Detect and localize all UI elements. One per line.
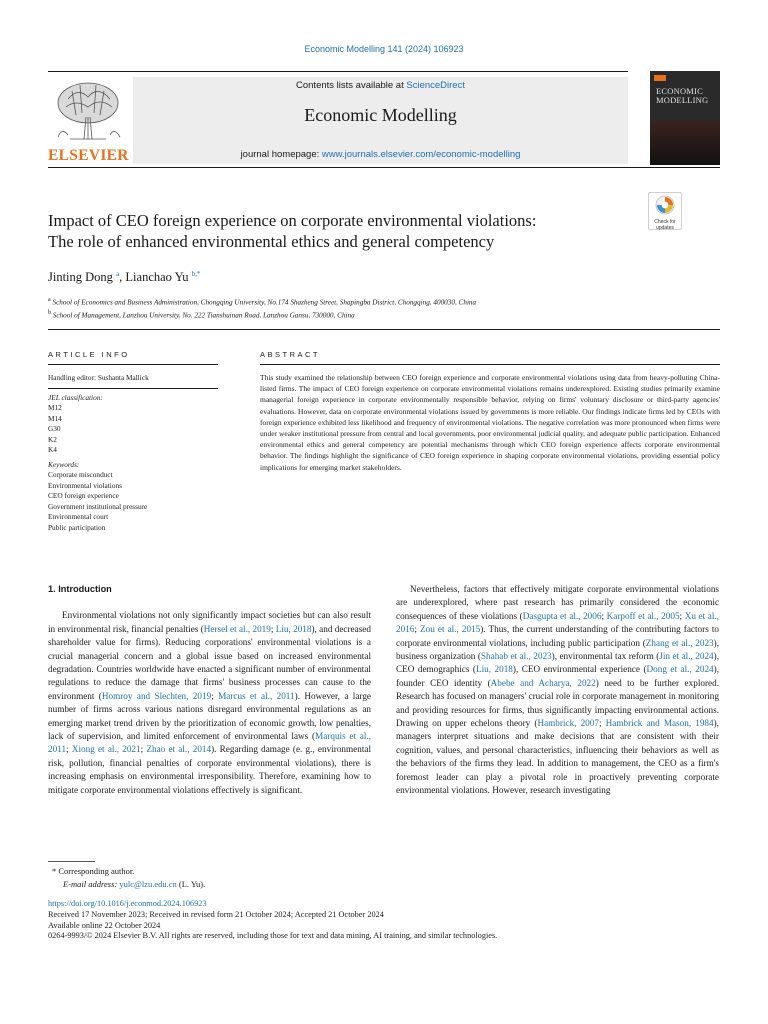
masthead-bottom-rule [48, 167, 720, 168]
publisher-name: ELSEVIER [48, 147, 129, 164]
journal-masthead [48, 71, 720, 167]
paragraph-text: ; [270, 623, 276, 634]
article-info-panel [48, 364, 218, 533]
author-affiliation-marker[interactable]: b,* [191, 270, 201, 278]
paragraph [396, 583, 719, 798]
citation-link[interactable]: Zou et al., 2015 [420, 624, 481, 635]
cover-title [656, 87, 708, 104]
paragraph-text: ), business organization ( [396, 637, 720, 662]
affiliation-marker: b [48, 310, 51, 317]
paragraph-text: ), managers interpret situations and make decisions that are consistent with their cognition, values, and personal characteristics, influencing their behaviors as well as the behaviors of the firms they lead. In addition to management, the CEO as a firm's foremost leader can play a pivotal role in proactively preventing corporate environmental violations. However, research investigating [396, 718, 719, 796]
email-suffix: (L. Yu). [176, 878, 206, 889]
section-heading-introduction: 1. Introduction [48, 584, 112, 594]
citation-link[interactable]: Xu et al., 2016 [396, 610, 719, 635]
paragraph-text: ), environmental tax reform ( [551, 651, 660, 662]
paragraph-text: ; [601, 610, 607, 621]
email-link[interactable]: yulc@lzu.edu.cn [119, 878, 177, 889]
masthead-top-rule [48, 71, 628, 72]
paragraph-text: ), CEO demographics ( [396, 651, 720, 675]
paragraph-text: ). However, a large number of firms across various nations disregard environmental regulations as an emerging market trend driven by the prioritization of economic growth, low penalties, lack of supervision, and limited enforcement of environmental laws ( [48, 690, 371, 742]
journal-title: Economic Modelling [304, 105, 457, 125]
jel-code: K2 [48, 434, 57, 444]
paragraph-text: ). Thus, the current understanding of the contributing factors to corporate environmental violations, including public participation ( [396, 624, 719, 648]
article-info-heading: ARTICLE INFO [48, 350, 130, 359]
body-column-left [48, 583, 371, 797]
homepage-prefix: journal homepage: [240, 149, 322, 160]
footnote-marker: * [52, 866, 57, 876]
masthead-banner [133, 77, 628, 164]
citation-link[interactable]: Hersel et al., 2019 [203, 623, 271, 634]
affiliation-text: School of Economics and Business Administration, Chongqing University, No.174 Shazheng Street, Shapingba District, Chongqing, 400030, China [52, 298, 477, 307]
affiliation-text: School of Management, Lanzhou University, No. 222 Tianshuinan Road, Lanzhou Gansu, 730000, China [52, 311, 355, 320]
journal-reference[interactable]: Economic Modelling 141 (2024) 106923 [304, 44, 464, 54]
contents-prefix: Contents lists available at [296, 80, 407, 91]
handling-editor: Handling editor: Sushanta Mallick [48, 373, 149, 382]
copyright: 0264-9993/© 2024 Elsevier B.V. All rights are reserved, including those for text and data mining, AI training, and similar technologies. [48, 931, 498, 941]
cover-title-line-1: ECONOMIC [656, 86, 703, 96]
journal-cover-image[interactable] [650, 71, 720, 165]
email-label: E-mail address: [63, 878, 118, 889]
doi-link[interactable]: https://doi.org/10.1016/j.econmod.2024.106923 [48, 899, 207, 908]
citation-link[interactable]: Dasgupta et al., 2006 [522, 610, 602, 621]
paragraph-text: ), CEO environmental experience ( [512, 664, 647, 675]
paragraph-text: ; [140, 744, 147, 755]
sciencedirect-link[interactable]: ScienceDirect [406, 80, 465, 91]
author-list [48, 270, 200, 285]
paragraph-text: ). Regarding damage (e. g., environmental risk, pollution, financial penalties of corporate environmental violations), there is increasing emphasis on environmental irresponsibility. Therefore, examining how to mitigate corporate environmental violations effectively is significant. [48, 744, 372, 795]
jel-code: G30 [48, 424, 61, 433]
abstract-rule [260, 364, 720, 365]
keyword: Public participation [48, 522, 106, 532]
abstract-text: This study examined the relationship between CEO foreign experience and corporate environmental violations using data from heavy-polluting China-listed firms. The impact of CEO foreign experience on corporate environmental violations remains underexplored. Existing studies primarily examine managerial foreign experience in corporate environmentally responsible behavior, relying on firms' voluntary disclosure or third-party agencies' evaluations. However, data on corporate environmental violations issued by governments is more reliable. Our findings indicate firms led by CEOs with foreign experience exhibited less likelihood and frequency of environmental violations. The negative correlation was more pronounced when firms were under weaker institutional pressure from central and local governments, poor environmental judicial quality, and adequate public participation. Enhanced environmental ethics and general competency are potential mechanisms through which CEO foreign experience affects corporate environmental behavior. The findings highlight the significance of CEO foreign experience in shaping corporate environmental violations, providing essential policy implications for emerging market stakeholders. [260, 373, 720, 472]
received-dates: Received 17 November 2023; Received in revised form 21 October 2024; Accepted 21 October 2024 [48, 909, 384, 919]
affiliation-item [48, 295, 720, 308]
citation-link[interactable]: Hambrick, 2007 [537, 718, 599, 729]
cover-brand-band [654, 75, 666, 81]
article-title-line-1: Impact of CEO foreign experience on corporate environmental violations: [48, 211, 537, 230]
paragraph-text: ; [598, 718, 606, 729]
paragraph-text: ), and decreased shareholder value for firms). Reducing corporations' environmental violations is a crucial managerial concern and a global issue based on increased environmental degradation. Countries worldwide have enacted a significant number of environmental regulations to reduce the damage that firms' business processes can cause to the environment ( [48, 623, 371, 701]
email-note [52, 878, 205, 891]
contents-line [133, 80, 628, 91]
citation-link[interactable]: Dong et al., 2024 [646, 664, 714, 675]
paragraph-text: ; [66, 744, 72, 755]
citation-link[interactable]: Liu, 2018 [475, 664, 513, 675]
article-title-line-2: The role of enhanced environmental ethics and general competency [48, 232, 495, 251]
footnote-divider [48, 861, 95, 862]
corresponding-author-text: Corresponding author. [58, 866, 135, 876]
paragraph-text: ; [414, 624, 420, 635]
paragraph-text: ) need to be further explored. Research has focused on managers' crucial role in corporate management in monitoring and providing resources for firms, thus significantly impacting environmental actions. Drawing on upper echelons theory ( [396, 677, 719, 729]
citation-link[interactable]: Marquis et al., 2011 [48, 731, 371, 755]
check-updates-icon [655, 195, 675, 215]
affiliation-marker: a [48, 297, 51, 303]
citation-link[interactable]: Zhang et al., 2023 [645, 637, 714, 648]
keyword: Corporate misconduct [48, 470, 113, 479]
keywords-label: Keywords: [48, 459, 80, 469]
jel-code: M14 [48, 413, 62, 423]
paragraph-text: ; [211, 690, 219, 701]
citation-link[interactable]: Homroy and Slechten, 2019 [101, 690, 212, 701]
journal-homepage-link[interactable]: www.journals.elsevier.com/economic-modelling [321, 149, 521, 160]
article-title [48, 210, 648, 252]
keyword: Environmental violations [48, 480, 122, 490]
citation-link[interactable]: Jin et al., 2024 [659, 651, 714, 662]
citation-link[interactable]: Hambrick and Mason, 1984 [605, 718, 714, 729]
article-metadata [48, 899, 497, 942]
author-name[interactable]: Lianchao Yu [125, 270, 189, 285]
check-updates-label-1: Check for [654, 219, 676, 225]
abstract-heading: ABSTRACT [260, 350, 321, 359]
author-affiliation-marker[interactable]: a [116, 270, 120, 278]
affiliation-list [48, 295, 720, 322]
cover-artwork [650, 121, 720, 165]
citation-link[interactable]: Karpoff et al., 2005 [606, 610, 680, 621]
available-online: Available online 22 October 2024 [48, 920, 161, 930]
keyword: Government institutional pressure [48, 501, 148, 511]
header-divider [48, 329, 720, 330]
jel-code: K4 [48, 445, 57, 454]
abstract-panel [260, 364, 720, 473]
jel-label: JEL classification: [48, 392, 103, 402]
citation-link[interactable]: Xiong et al., 2021 [71, 744, 141, 755]
citation-link[interactable]: Abebe and Acharya, 2022 [490, 677, 596, 688]
paragraph-text: Environmental violations not only significantly impact societies but can also result in environmental risk, financial penalties ( [48, 610, 371, 634]
jel-code: M12 [48, 403, 62, 412]
affiliation-item [48, 308, 720, 321]
elsevier-tree-icon [48, 77, 128, 147]
corresponding-author-note [52, 865, 205, 878]
author-separator: , [119, 270, 126, 285]
paragraph [48, 609, 371, 797]
footnotes [52, 865, 205, 890]
citation-link[interactable]: Zhao et al., 2014 [146, 744, 212, 755]
body-column-right [396, 583, 719, 798]
citation-link[interactable]: Liu, 2018 [275, 623, 312, 634]
check-updates-label-2: updates [656, 224, 674, 231]
author-name[interactable]: Jinting Dong [48, 270, 113, 285]
homepage-line [133, 149, 628, 160]
cover-title-line-2: MODELLING [656, 94, 709, 105]
keyword: Environmental court [48, 512, 109, 521]
citation-link[interactable]: Marcus et al., 2011 [218, 690, 295, 701]
keyword: CEO foreign experience [48, 491, 119, 500]
paragraph-text: ), founder CEO identity ( [396, 664, 719, 688]
check-for-updates-button[interactable] [648, 192, 682, 230]
paragraph-text: Nevertheless, factors that effectively mitigate corporate environmental violations are underexplored, where past research has primarily considered the economic consequences of these violations ( [396, 584, 719, 621]
paragraph-text: ; [679, 610, 685, 621]
publisher-logo[interactable] [48, 77, 128, 165]
citation-link[interactable]: Shahab et al., 2023 [480, 651, 552, 662]
